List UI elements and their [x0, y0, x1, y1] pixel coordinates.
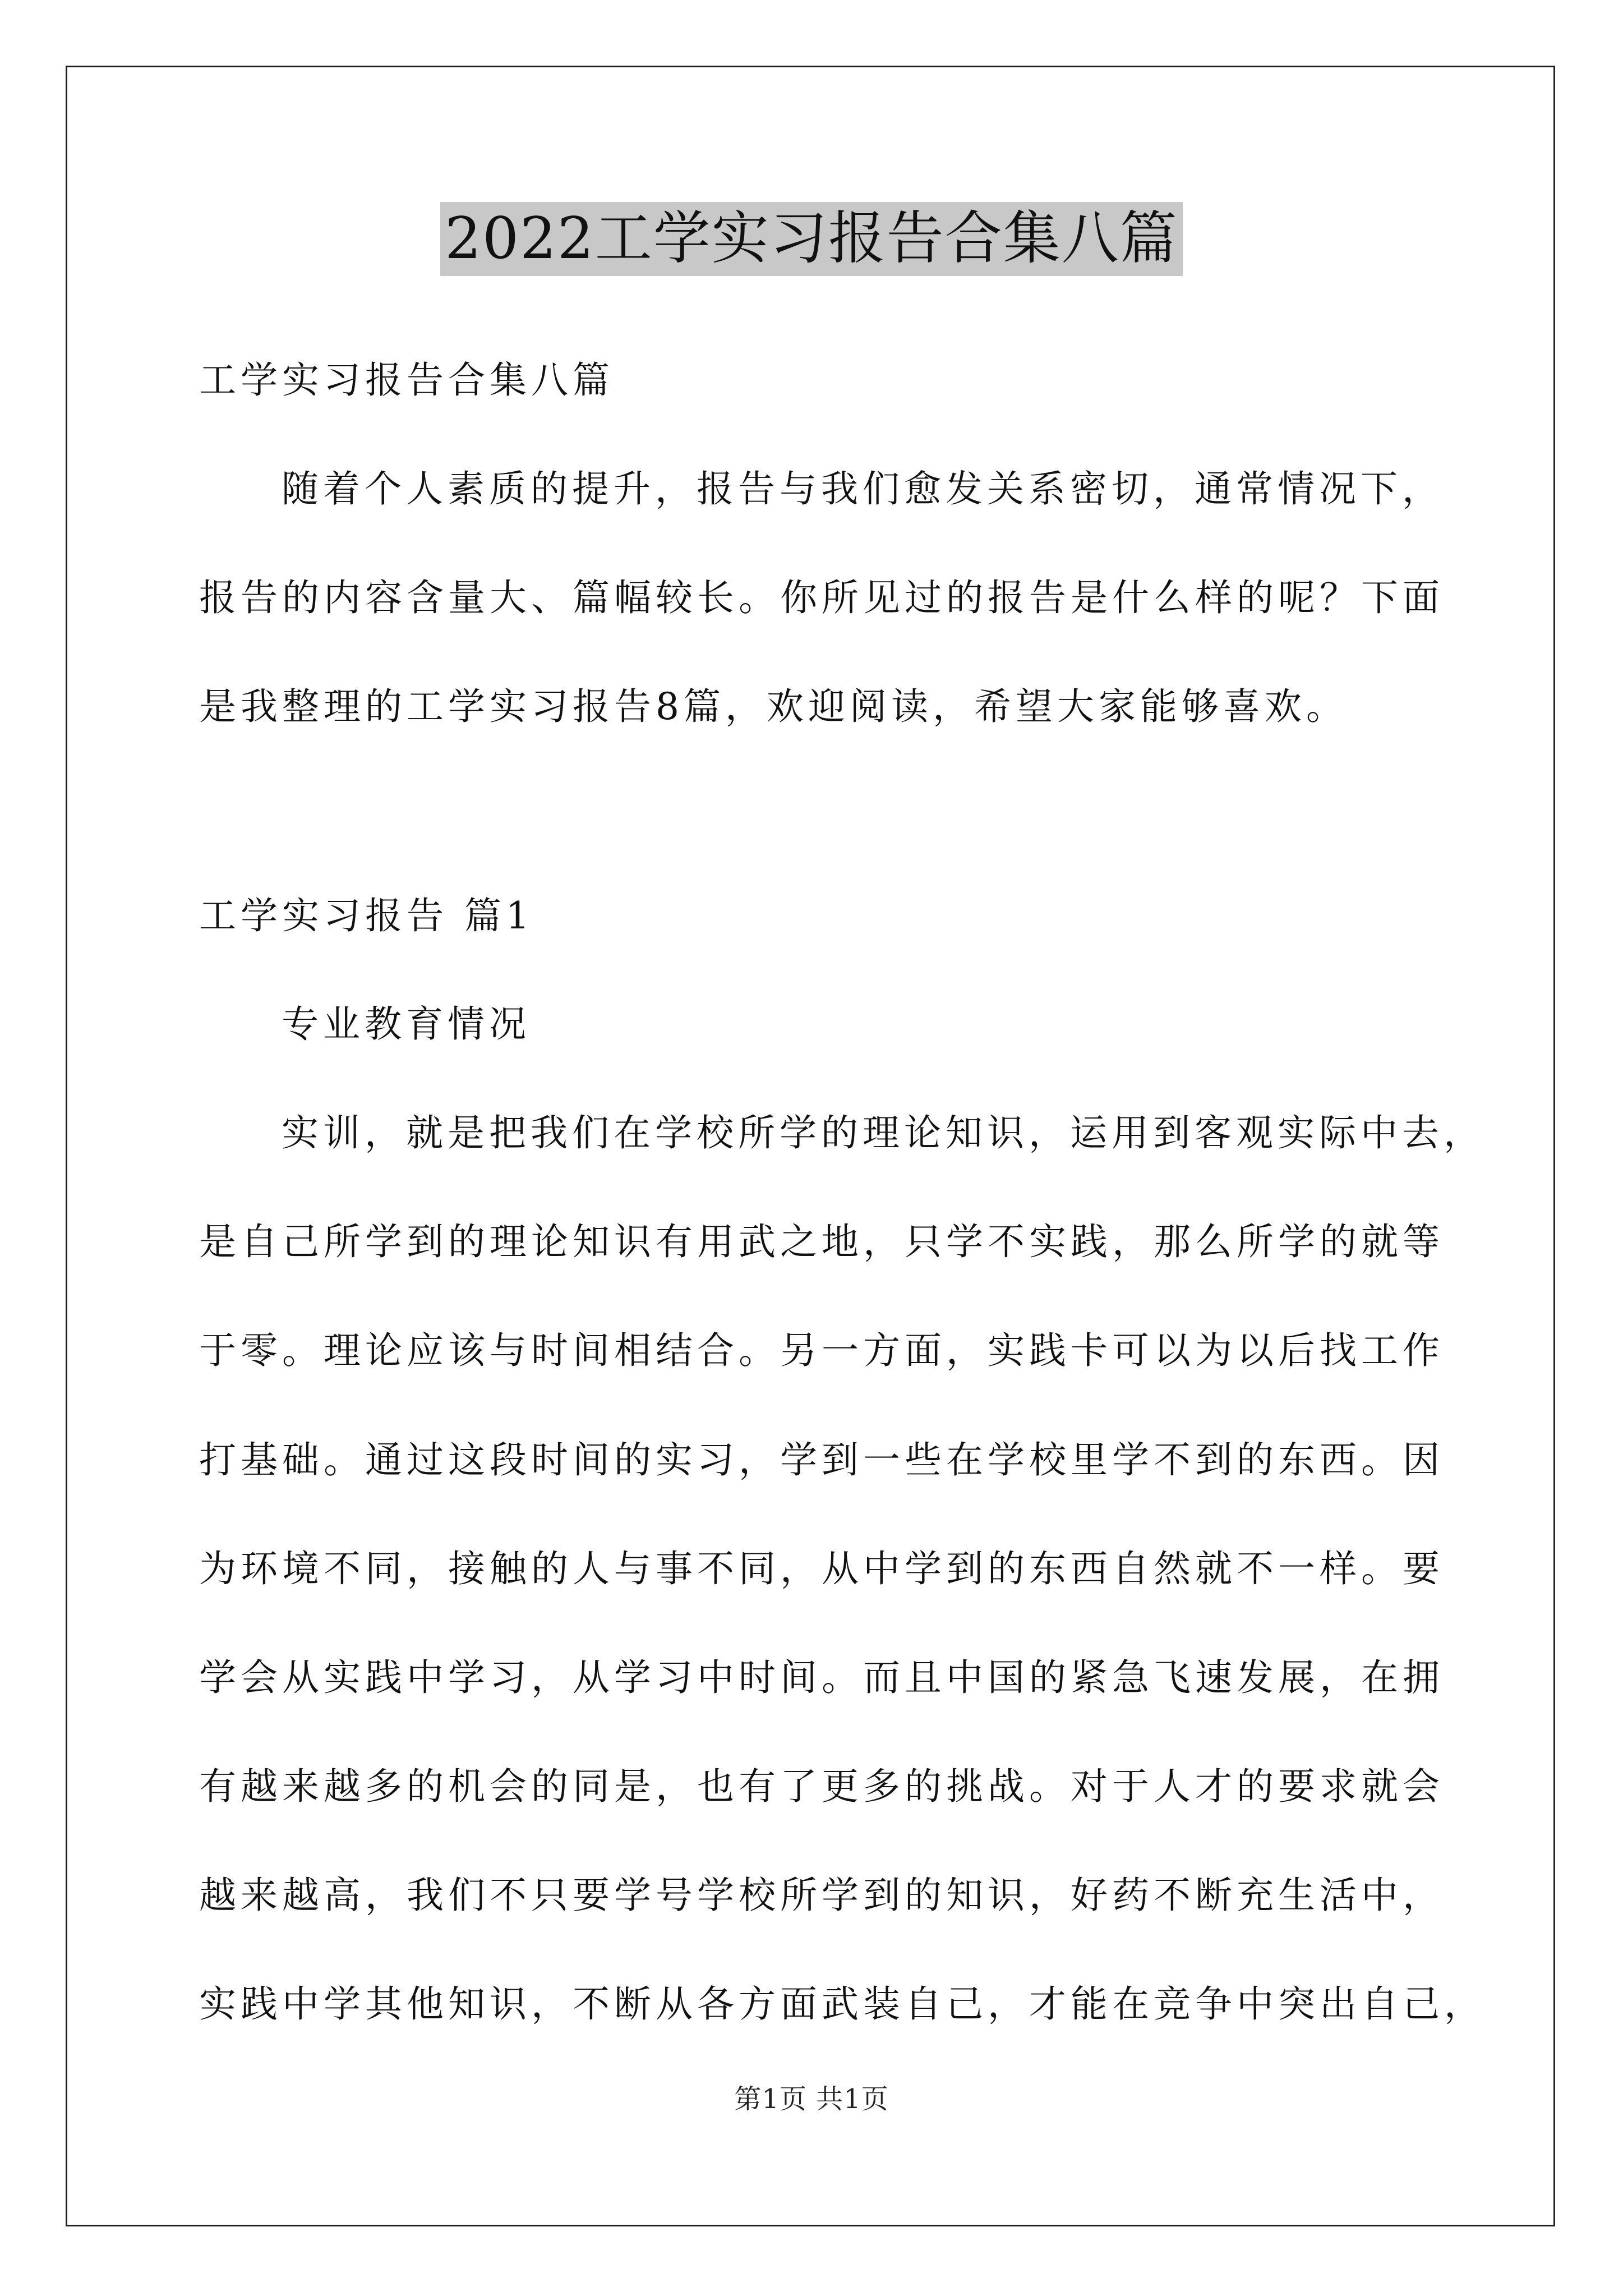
intro-line: 报告的内容含量大、篇幅较长。你所见过的报告是什么样的呢？下面 [199, 576, 1444, 619]
paragraph-line: 有越来越多的机会的同是，也有了更多的挑战。对于人才的要求就会 [199, 1765, 1444, 1808]
section-heading: 工学实习报告 篇1 [199, 894, 534, 937]
paragraph-line: 越来越高，我们不只要学号学校所学到的知识，好药不断充生活中， [199, 1874, 1444, 1917]
document-subtitle: 工学实习报告合集八篇 [199, 358, 614, 402]
section-subheading: 专业教育情况 [282, 1002, 531, 1046]
paragraph-line: 学会从实践中学习，从学习中时间。而且中国的紧急飞速发展，在拥 [199, 1656, 1444, 1699]
paragraph-line: 为环境不同，接触的人与事不同，从中学到的东西自然就不一样。要 [199, 1547, 1444, 1590]
title-wrapper [0, 202, 1623, 276]
paragraph-line: 是自己所学到的理论知识有用武之地，只学不实践，那么所学的就等 [199, 1220, 1444, 1263]
paragraph-line: 实践中学其他知识，不断从各方面武装自己，才能在竞争中突出自己， [199, 1982, 1486, 2026]
intro-line: 随着个人素质的提升，报告与我们愈发关系密切，通常情况下， [282, 467, 1444, 510]
paragraph-line: 实训，就是把我们在学校所学的理论知识，运用到客观实际中去， [282, 1111, 1485, 1154]
paragraph-line: 于零。理论应该与时间相结合。另一方面，实践卡可以为以后找工作 [199, 1329, 1444, 1372]
paragraph-line: 打基础。通过这段时间的实习，学到一些在学校里学不到的东西。因 [199, 1438, 1444, 1481]
intro-line: 是我整理的工学实习报告8篇，欢迎阅读，希望大家能够喜欢。 [199, 685, 1348, 728]
document-title: 2022工学实习报告合集八篇 [440, 202, 1183, 276]
page-footer: 第1页 共1页 [734, 2083, 889, 2115]
